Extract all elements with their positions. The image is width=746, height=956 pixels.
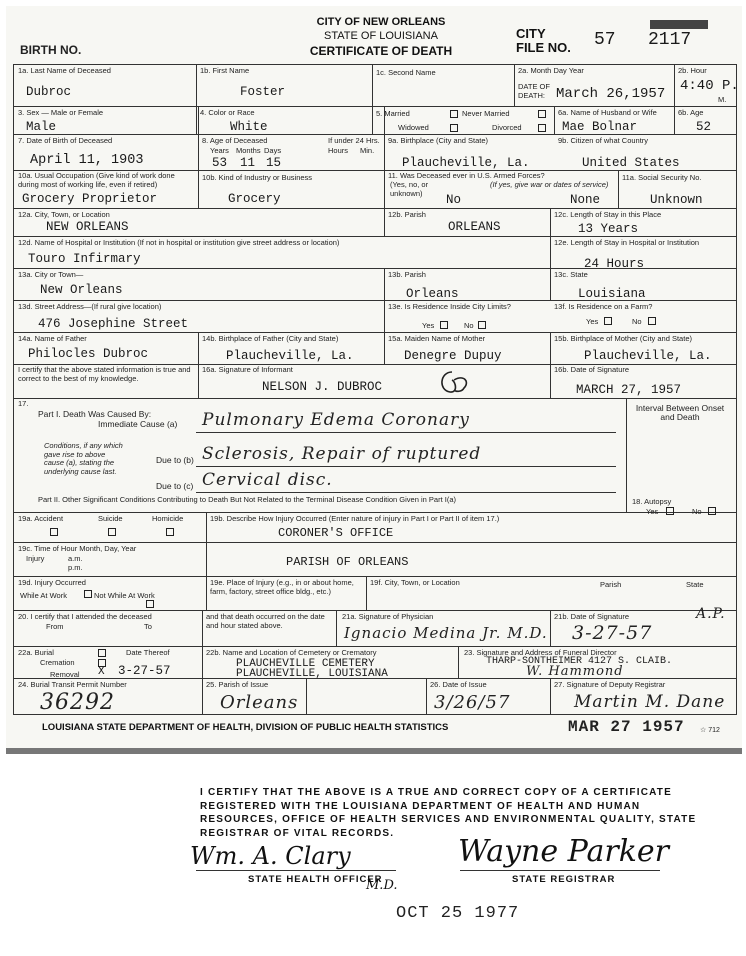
- hospital-value: Touro Infirmary: [28, 252, 141, 266]
- residence-city-value: New Orleans: [40, 283, 123, 297]
- label-suicide: Suicide: [98, 514, 123, 523]
- form-number: ☆ 712: [700, 727, 720, 734]
- label-13b: 13b. Parish: [388, 270, 426, 279]
- label-18: 18. Autopsy: [632, 497, 672, 506]
- street-address-value: 476 Josephine Street: [38, 317, 189, 331]
- label-27: 27. Signature of Deputy Registrar: [554, 680, 666, 689]
- label-injury: Injury: [26, 554, 45, 563]
- label-17-immediate: Immediate Cause (a): [98, 419, 178, 429]
- while-at-work-checkbox: [84, 590, 92, 598]
- label-12a: 12a. City, Town, or Location: [18, 210, 110, 219]
- accident-checkbox: [50, 528, 58, 536]
- age-months-value: 11: [240, 156, 256, 170]
- label-13f: 13f. Is Residence on a Farm?: [554, 302, 653, 311]
- label-12b: 12b. Parish: [388, 210, 426, 219]
- label-1a: 1a. Last Name of Deceased: [18, 66, 111, 75]
- war-service-value: None: [570, 193, 601, 207]
- label-19d: 19d. Injury Occurred: [18, 578, 86, 587]
- label-widowed: Widowed: [398, 123, 429, 132]
- funeral-director-signature: W. Hammond: [526, 664, 624, 679]
- label-1c: 1c. Second Name: [376, 68, 436, 77]
- informant-initials-mark: [434, 368, 474, 396]
- label-20: 20. I certify that I attended the deceased: [18, 612, 152, 621]
- date-of-death-label: DATE OF DEATH:: [518, 82, 550, 100]
- label-hours: Hours: [328, 146, 349, 155]
- inside-city-yes-checkbox: [440, 321, 448, 329]
- label-19f: 19f. City, Town, or Location: [370, 578, 460, 587]
- label-10b: 10b. Kind of Industry or Business: [202, 173, 313, 182]
- label-21a: 21a. Signature of Physician: [342, 612, 434, 621]
- label-17: 17.: [18, 399, 29, 408]
- label-cremation: Cremation: [40, 658, 75, 667]
- burial-checkbox: [98, 649, 106, 657]
- label-11-yes-no: (Yes, no, or unknown): [390, 180, 429, 198]
- certificate-sheet: [6, 6, 742, 754]
- label-date-thereof: Date Thereof: [126, 648, 170, 657]
- label-never-married: Never Married: [462, 109, 510, 118]
- immediate-cause-value: Pulmonary Edema Coronary: [202, 410, 470, 430]
- birthplace-value: Plaucheville, La.: [402, 156, 530, 170]
- label-9a: 9a. Birthplace (City and State): [388, 136, 489, 145]
- health-officer-suffix: M.D.: [366, 878, 398, 893]
- first-name-value: Foster: [240, 85, 286, 99]
- label-14b: 14b. Birthplace of Father (City and State): [202, 334, 339, 343]
- place-of-death-parish-value: ORLEANS: [448, 220, 501, 234]
- label-19c: 19c. Time of Hour Month, Day, Year: [18, 544, 137, 553]
- label-19e: 19e. Place of Injury (e.g., in or about home, farm, factory, street office bldg., etc.): [210, 578, 354, 596]
- father-name-value: Philocles Dubroc: [28, 347, 149, 361]
- registrar-label: STATE REGISTRAR: [512, 874, 616, 885]
- coroner-office-value: CORONER'S OFFICE: [278, 526, 394, 540]
- inside-city-no-checkbox: [478, 321, 486, 329]
- social-security-value: Unknown: [650, 193, 703, 207]
- industry-value: Grocery: [228, 192, 281, 206]
- label-divorced: Divorced: [492, 123, 522, 132]
- never-married-checkbox: [538, 110, 546, 118]
- label-state: State: [686, 580, 704, 589]
- label-26: 26. Date of Issue: [430, 680, 487, 689]
- label-13f-yes: Yes: [586, 317, 599, 326]
- label-homicide: Homicide: [152, 514, 184, 523]
- label-8: 8. Age of Deceased: [202, 136, 268, 145]
- label-parish: Parish: [600, 580, 622, 589]
- health-officer-signature: Wm. A. Clary: [190, 842, 351, 870]
- form-footer: LOUISIANA STATE DEPARTMENT OF HEALTH, DIVISION OF PUBLIC HEALTH STATISTICS: [42, 722, 449, 733]
- label-25: 25. Parish of Issue: [206, 680, 269, 689]
- cemetery-name-value: PLAUCHEVILLE CEMETERY: [236, 658, 375, 670]
- label-removal: Removal: [50, 670, 80, 679]
- label-months: Months: [236, 146, 261, 155]
- label-pm: p.m.: [68, 563, 83, 572]
- label-interval: Interval Between Onset and Death: [635, 403, 725, 422]
- residence-parish-value: Orleans: [406, 287, 459, 301]
- redaction-mark: [650, 20, 708, 29]
- label-due-c: Due to (c): [156, 481, 194, 491]
- suicide-checkbox: [108, 528, 116, 536]
- registered-stamp: MAR 27 1957: [568, 718, 685, 736]
- mother-maiden-name-value: Denegre Dupuy: [404, 349, 502, 363]
- date-of-death-value: March 26,1957: [556, 86, 666, 102]
- label-3: 3. Sex — Male or Female: [18, 108, 104, 117]
- sex-value: Male: [26, 120, 57, 134]
- deputy-registrar-signature: Martin M. Dane: [574, 692, 726, 712]
- residence-state-value: Louisiana: [578, 287, 646, 301]
- occupation-value: Grocery Proprietor: [22, 192, 158, 206]
- label-15a: 15a. Maiden Name of Mother: [388, 334, 486, 343]
- physician-date-initials: A.P.: [696, 606, 726, 622]
- label-21b: 21b. Date of Signature: [554, 612, 630, 621]
- autopsy-no-checkbox: [708, 507, 716, 515]
- father-birthplace-value: Plaucheville, La.: [226, 349, 354, 363]
- label-9b: 9b. Citizen of what Country: [558, 136, 649, 145]
- widowed-checkbox: [450, 124, 458, 132]
- label-5-married: 5. Married: [376, 109, 410, 118]
- label-while-at-work: While At Work: [20, 591, 67, 600]
- label-years: Years: [210, 146, 229, 155]
- label-17-conditions: Conditions, if any which gave rise to above cause (a), stating the underlying cause last.: [44, 441, 123, 476]
- label-12d: 12d. Name of Hospital or Institution (If not in hospital or institution give street address or location): [18, 238, 340, 247]
- label-19b: 19b. Describe How Injury Occurred (Enter nature of injury in Part I or Part II of item 17.): [210, 514, 500, 523]
- registrar-signature: Wayne Parker: [458, 834, 670, 869]
- label-min: Min.: [360, 146, 375, 155]
- farm-no-checkbox: [648, 317, 656, 325]
- label-2b: 2b. Hour: [678, 66, 707, 75]
- city-label: CITY: [516, 26, 546, 41]
- file-no-label: FILE NO.: [516, 40, 571, 55]
- label-18-no: No: [692, 507, 702, 516]
- label-not-while: Not While At Work: [94, 591, 155, 600]
- label-12c: 12c. Length of Stay in this Place: [554, 210, 662, 219]
- label-13a: 13a. City or Town—: [18, 270, 84, 279]
- divorced-checkbox: [538, 124, 546, 132]
- removal-date-value: 3-27-57: [118, 664, 171, 678]
- certification-date-stamp: OCT 25 1977: [396, 904, 520, 923]
- label-7: 7. Date of Birth of Deceased: [18, 136, 113, 145]
- hour-meridiem: M.: [718, 95, 727, 104]
- label-6a: 6a. Name of Husband or Wife: [558, 108, 657, 117]
- label-am: a.m.: [68, 554, 83, 563]
- label-13f-no: No: [632, 317, 642, 326]
- document-title: CERTIFICATE OF DEATH: [309, 44, 453, 58]
- label-13c: 13c. State: [554, 270, 588, 279]
- label-18-yes: Yes: [646, 507, 659, 516]
- label-10a: 10a. Usual Occupation (Give kind of work done during most of working life, even if retired): [18, 171, 175, 189]
- certification-text: I CERTIFY THAT THE ABOVE IS A TRUE AND CORRECT COPY OF A CERTIFICATE REGISTERED WITH THE LOUISIANA DEPARTMENT OF HEALTH AND HUMAN RESOURCES, OFFICE OF HEALTH SERVICES AND ENVIRONMENTAL QUALITY, STATE REGISTRAR OF VITAL RECORDS.: [200, 787, 697, 839]
- state-heading: STATE OF LOUISIANA: [324, 30, 438, 42]
- parish-of-issue-value: Orleans: [220, 692, 299, 713]
- coroner-parish-value: PARISH OF ORLEANS: [286, 555, 409, 569]
- label-13e-no: No: [464, 321, 474, 330]
- cause-b-value: Sclerosis, Repair of ruptured: [202, 444, 482, 464]
- place-of-death-city-value: NEW ORLEANS: [46, 220, 129, 234]
- label-4: 4. Color or Race: [200, 108, 255, 117]
- physician-date-value: 3-27-57: [572, 622, 653, 644]
- label-16-cert: I certify that the above stated information is true and correct to the best of my knowledge.: [18, 365, 191, 383]
- spouse-name-value: Mae Bolnar: [562, 120, 638, 134]
- label-2a: 2a. Month Day Year: [518, 66, 584, 75]
- label-12e: 12e. Length of Stay in Hospital or Institution: [554, 238, 700, 247]
- file-number: 57 2117: [594, 30, 692, 50]
- label-11a: 11a. Social Security No.: [622, 173, 702, 182]
- hour-value: 4:40 P.: [680, 78, 739, 94]
- date-of-birth-value: April 11, 1903: [30, 153, 144, 168]
- label-15b: 15b. Birthplace of Mother (City and State): [554, 334, 692, 343]
- label-22a: 22a. Burial: [18, 648, 54, 657]
- homicide-checkbox: [166, 528, 174, 536]
- autopsy-yes-checkbox: [666, 507, 674, 515]
- label-16b: 16b. Date of Signature: [554, 365, 630, 374]
- label-16a: 16a. Signature of Informant: [202, 365, 293, 374]
- date-of-issue-value: 3/26/57: [434, 692, 511, 713]
- farm-yes-checkbox: [604, 317, 612, 325]
- age-days-value: 15: [266, 156, 282, 170]
- label-from: From: [46, 622, 64, 631]
- label-1b: 1b. First Name: [200, 66, 250, 75]
- race-value: White: [230, 120, 268, 134]
- label-23: 23. Signature and Address of Funeral Director: [464, 648, 617, 657]
- city-heading: CITY OF NEW ORLEANS: [316, 16, 446, 28]
- length-of-stay-value: 13 Years: [578, 222, 639, 236]
- funeral-director-value: THARP-SONTHEIMER 4127 S. CLAIB.: [486, 656, 673, 667]
- mother-birthplace-value: Plaucheville, La.: [584, 349, 712, 363]
- citizenship-value: United States: [582, 156, 680, 170]
- married-checkbox: [450, 110, 458, 118]
- label-8-under: If under 24 Hrs.: [328, 136, 380, 145]
- label-13e: 13e. Is Residence Inside City Limits?: [388, 302, 511, 311]
- removal-mark: X: [98, 666, 105, 678]
- label-13e-yes: Yes: [422, 321, 435, 330]
- armed-forces-value: No: [446, 193, 462, 207]
- label-11-war: (If yes, give war or dates of service): [490, 180, 609, 189]
- label-11: 11. Was Deceased ever in U.S. Armed Forces?: [388, 171, 545, 180]
- age-years-value: 53: [212, 156, 228, 170]
- label-13d: 13d. Street Address—(If rural give location): [18, 302, 162, 311]
- spouse-age-value: 52: [696, 120, 712, 134]
- label-22b: 22b. Name and Location of Cemetery or Crematory: [206, 648, 377, 657]
- health-officer-label: STATE HEALTH OFFICER: [248, 874, 383, 885]
- label-days: Days: [264, 146, 282, 155]
- permit-number-value: 36292: [40, 690, 115, 715]
- label-14a: 14a. Name of Father: [18, 334, 87, 343]
- cemetery-location-value: PLAUCHEVILLE, LOUISIANA: [236, 668, 388, 680]
- label-6b: 6b. Age: [678, 108, 704, 117]
- physician-signature: Ignacio Medina Jr. M.D.: [344, 624, 548, 642]
- informant-value: NELSON J. DUBROC: [262, 380, 383, 394]
- label-17-part1: Part I. Death Was Caused By:: [38, 409, 152, 419]
- label-to: To: [144, 622, 152, 631]
- label-due-b: Due to (b): [156, 455, 194, 465]
- copy-edge-band: [6, 748, 742, 754]
- cause-c-value: Cervical disc.: [202, 470, 333, 490]
- label-19a: 19a. Accident: [18, 514, 64, 523]
- hospital-stay-value: 24 Hours: [584, 257, 645, 271]
- birth-no-label: BIRTH NO.: [20, 43, 82, 57]
- label-20-mid: and that death occurred on the date and hour stated above.: [206, 612, 325, 630]
- label-24: 24. Burial Transit Permit Number: [18, 680, 127, 689]
- last-name-value: Dubroc: [26, 85, 72, 99]
- not-at-work-checkbox: [146, 600, 154, 608]
- label-17-part2: Part II. Other Significant Conditions Contributing to Death But Not Related to the Terminal Disease Condition Given in Part I(a): [38, 495, 456, 504]
- informant-date-value: MARCH 27, 1957: [576, 383, 682, 397]
